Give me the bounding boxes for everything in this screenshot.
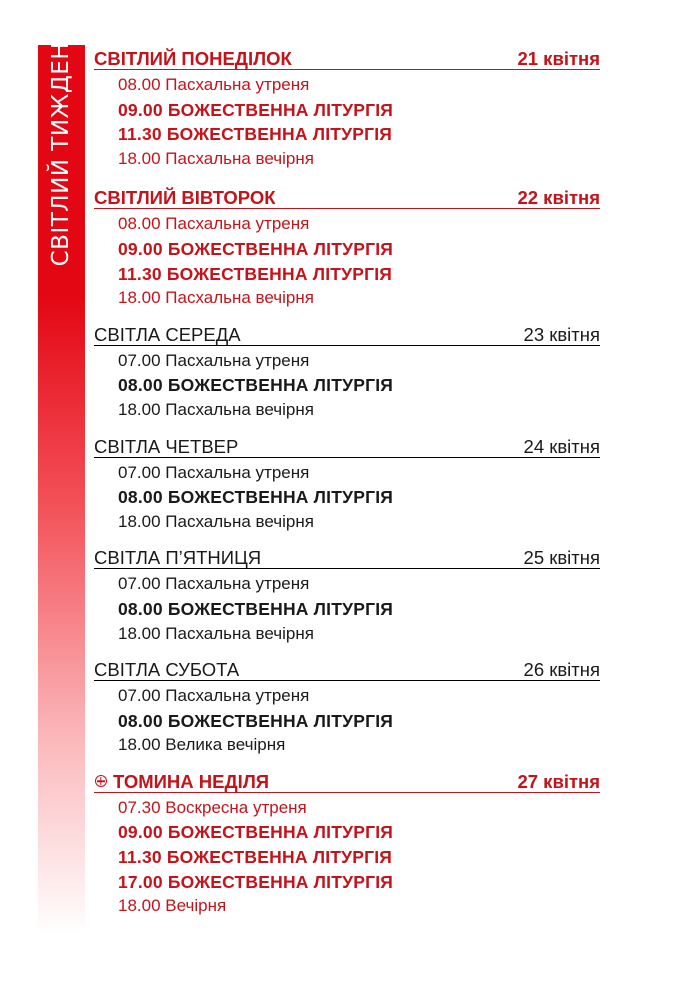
day-name: СВІТЛА СЕРЕДА [94,323,241,345]
service-list [94,569,600,646]
day-name: СВІТЛИЙ ПОНЕДІЛОК [94,48,292,69]
service-item: 18.00 Велика вечірня [118,735,286,755]
service-item: 07.00 Пасхальна утреня [118,462,310,482]
day-sunday [94,769,600,919]
day-header [94,185,600,209]
day-date: 27 квітня [517,770,600,792]
day-header [94,322,600,346]
day-date: 22 квітня [517,187,600,209]
schedule [94,46,600,919]
service-list [94,209,600,310]
day-name-wrap [94,771,269,792]
day-header [94,434,600,458]
day-date: 23 квітня [523,323,600,345]
service-item: 18.00 Пасхальна вечірня [118,511,314,531]
service-item: 11.30 БОЖЕСТВЕННА ЛІТУРГІЯ [118,263,393,284]
service-item: 17.00 БОЖЕСТВЕННА ЛІТУРГІЯ [118,871,394,892]
day-monday [94,46,600,171]
day-name: СВІТЛА П’ЯТНИЦЯ [94,547,262,569]
service-item: 18.00 Пасхальна вечірня [118,148,314,168]
side-title: СВІТЛИЙ ТИЖДЕНЬ [48,25,74,267]
service-item: 07.30 Воскресна утреня [118,797,307,817]
day-header [94,769,600,793]
day-wednesday [94,322,600,423]
service-item: 08.00 БОЖЕСТВЕННА ЛІТУРГІЯ [118,487,394,508]
service-item: 08.00 БОЖЕСТВЕННА ЛІТУРГІЯ [118,598,394,619]
day-tuesday [94,185,600,310]
service-list [94,681,600,758]
service-item: 08.00 Пасхальна утреня [118,214,310,234]
day-saturday [94,657,600,758]
service-list [94,70,600,171]
service-item: 08.00 БОЖЕСТВЕННА ЛІТУРГІЯ [118,375,394,396]
day-date: 21 квітня [517,48,600,69]
service-item: 08.00 БОЖЕСТВЕННА ЛІТУРГІЯ [118,710,394,731]
service-item: 11.30 БОЖЕСТВЕННА ЛІТУРГІЯ [118,124,393,145]
service-item: 09.00 БОЖЕСТВЕННА ЛІТУРГІЯ [118,822,394,843]
day-name: СВІТЛА ЧЕТВЕР [94,435,239,457]
service-item: 07.00 Пасхальна утреня [118,350,310,370]
service-list [94,793,600,919]
day-thursday [94,434,600,535]
day-date: 24 квітня [523,435,600,457]
day-date: 26 квітня [523,659,600,681]
service-list [94,458,600,535]
service-item: 08.00 Пасхальна утреня [118,75,310,94]
day-header [94,46,600,70]
service-item: 18.00 Пасхальна вечірня [118,288,314,308]
day-date: 25 квітня [523,547,600,569]
service-item: 07.00 Пасхальна утреня [118,686,310,706]
day-name: ТОМИНА НЕДІЛЯ [113,770,270,792]
day-name: СВІТЛИЙ ВІВТОРОК [94,187,276,209]
day-header [94,545,600,569]
cross-circle-icon [95,775,107,787]
service-item: 09.00 БОЖЕСТВЕННА ЛІТУРГІЯ [118,238,394,259]
day-header [94,657,600,681]
service-item: 18.00 Вечірня [118,896,227,916]
service-item: 09.00 БОЖЕСТВЕННА ЛІТУРГІЯ [118,99,394,120]
service-list [94,346,600,423]
service-item: 18.00 Пасхальна вечірня [118,623,314,643]
day-name: СВІТЛА СУБОТА [94,659,240,681]
service-item: 18.00 Пасхальна вечірня [118,399,314,419]
service-item: 11.30 БОЖЕСТВЕННА ЛІТУРГІЯ [118,847,393,868]
service-item: 07.00 Пасхальна утреня [118,574,310,594]
day-friday [94,545,600,646]
